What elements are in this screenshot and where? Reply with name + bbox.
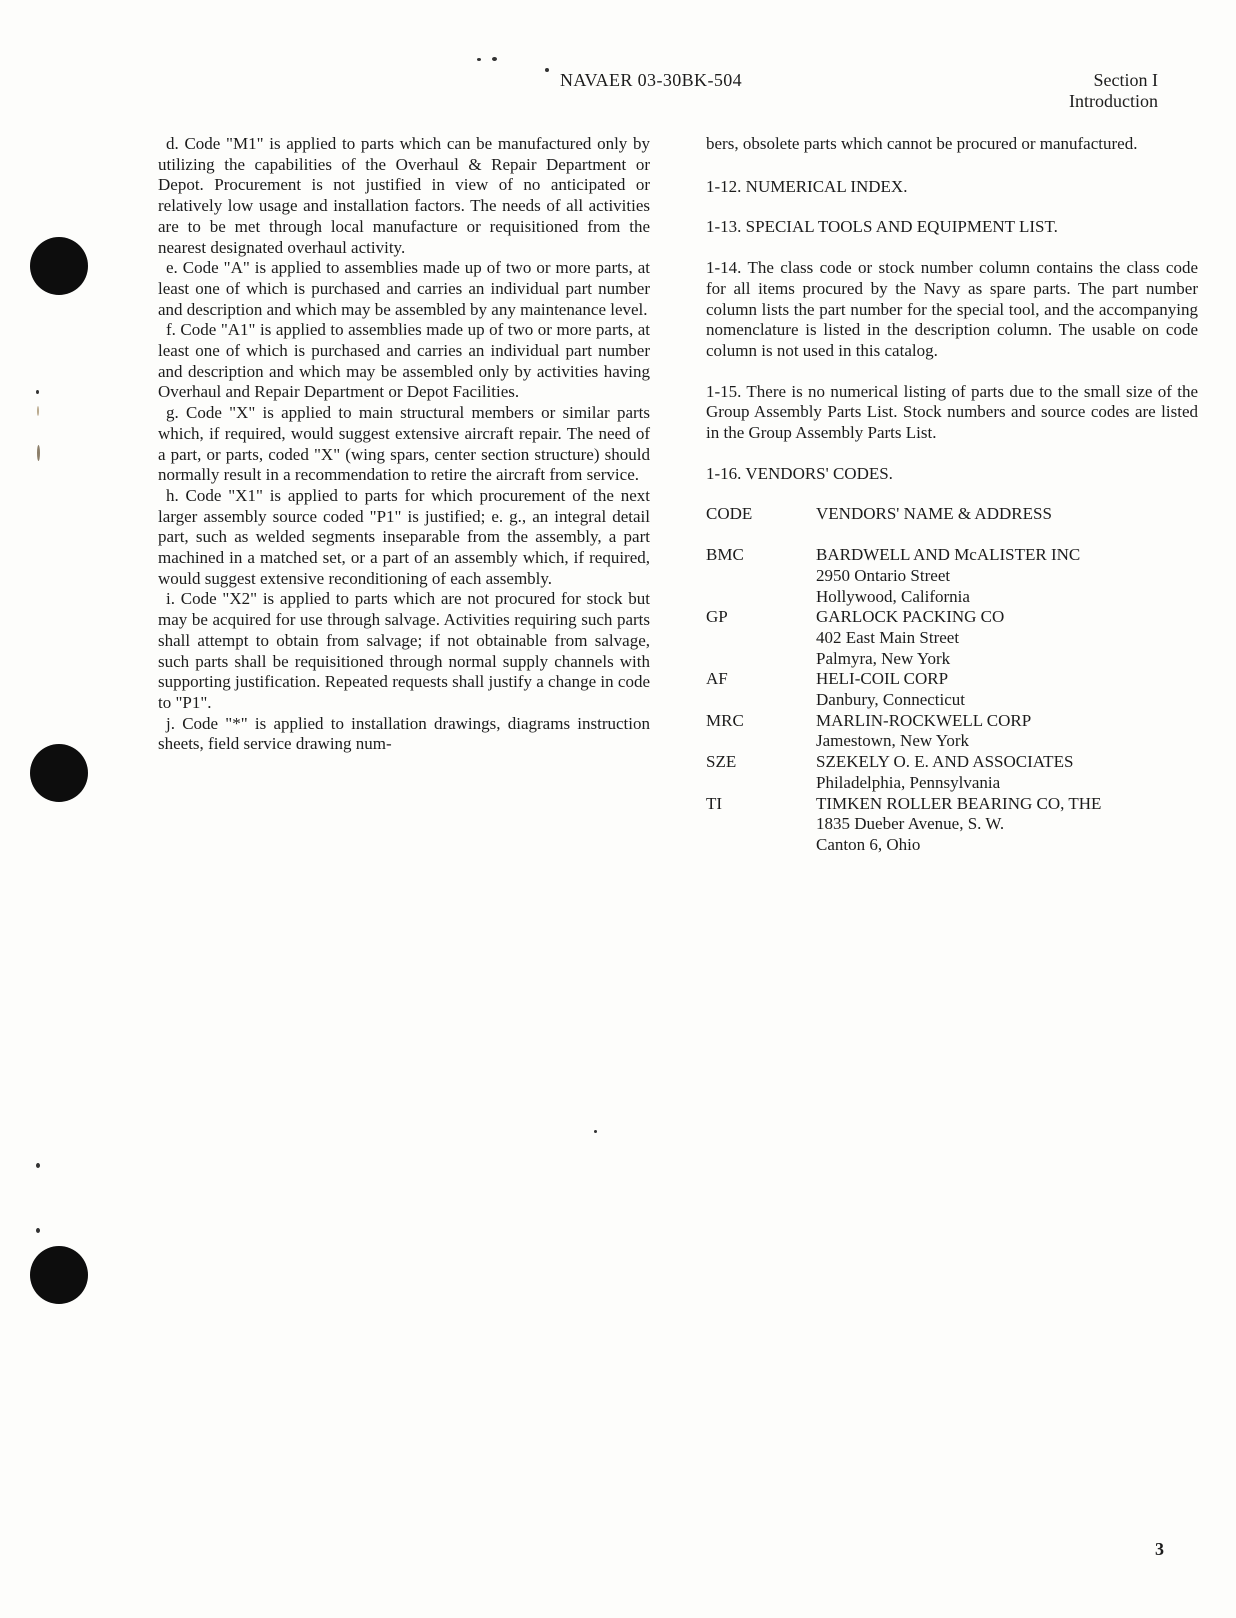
vendor-name: HELI-COIL CORP (816, 669, 949, 689)
source-code-item-g: g. Code "X" is applied to main structural members or similar parts which, if required, would suggest extensive aircraft repair. The need of a part, or parts, coded "X" (wing spars, center section structure) should normally result in a recommendation to retire the aircraft from service. (158, 403, 650, 485)
vendor-address-line: Philadelphia, Pennsylvania (816, 772, 1001, 792)
scan-speck (492, 57, 497, 61)
vendor-address-line: 1835 Dueber Avenue, S. W. (816, 814, 1005, 834)
section-title: Introduction (1069, 91, 1158, 111)
scan-speck (594, 1130, 597, 1133)
column-header-vendor-name: VENDORS' NAME & ADDRESS (816, 504, 1052, 524)
vendor-address-line: Palmyra, New York (816, 648, 951, 668)
right-column (706, 134, 1198, 856)
scan-speck (37, 445, 40, 461)
scan-speck (477, 58, 481, 61)
heading-vendors-codes: 1-16. VENDORS' CODES. (706, 463, 893, 483)
scan-speck (36, 390, 39, 394)
scan-speck (37, 406, 39, 416)
heading-numerical-index: 1-12. NUMERICAL INDEX. (706, 176, 908, 196)
source-code-item-i: i. Code "X2" is applied to parts which are not procured for stock but may be acquired for use through salvage. Activities requiring such parts shall attempt to obtain from salvage; if not obtainable from salvage, such parts shall be requisitioned through normal supply channels with supporting justification. Repeated requests shall justify a change in code to "P1". (158, 589, 650, 712)
vendor-details (816, 711, 1198, 752)
source-code-item-h: h. Code "X1" is applied to parts for which procurement of the next larger assembly source coded "P1" is justified; e. g., an integral detail part, such as welded segments inseparable from the assembly, a part machined in a matched set, or a part of an assembly which, if required, would suggest extensive reconditioning of each assembly. (158, 485, 650, 588)
vendor-address-line: 402 East Main Street (816, 627, 960, 647)
vendor-row (706, 669, 1198, 710)
heading-special-tools: 1-13. SPECIAL TOOLS AND EQUIPMENT LIST. (706, 217, 1058, 237)
vendor-name: GARLOCK PACKING CO (816, 607, 1005, 627)
vendor-code: MRC (706, 710, 744, 730)
vendors-table (706, 504, 1198, 855)
vendor-address-line: Hollywood, California (816, 586, 970, 606)
vendor-address-line: 2950 Ontario Street (816, 565, 951, 585)
vendor-address-line: Canton 6, Ohio (816, 834, 921, 854)
page-number: 3 (1155, 1539, 1164, 1559)
vendor-address-line: Jamestown, New York (816, 731, 969, 751)
section-header (1069, 70, 1158, 112)
section-label: Section I (1093, 70, 1158, 90)
vendor-code: GP (706, 607, 728, 627)
paragraph-1-14: 1-14. The class code or stock number column contains the class code for all items procured by the Navy as spare parts. The part number column lists the part number for the special tool, and the accompanying nomenclature is listed in the description column. The usable on code column is not used in this catalog. (706, 258, 1198, 360)
document-number: NAVAER 03-30BK-504 (560, 70, 743, 90)
vendor-name: MARLIN-ROCKWELL CORP (816, 710, 1032, 730)
vendor-address-line: Danbury, Connecticut (816, 690, 966, 710)
paragraph-1-15: 1-15. There is no numerical listing of parts due to the small size of the Group Assembly Parts List. Stock numbers and source codes are listed in the Group Assembly Parts List. (706, 381, 1198, 443)
vendor-details (816, 607, 1198, 669)
vendor-details (816, 752, 1198, 793)
binder-hole-middle (30, 744, 88, 802)
scan-speck (36, 1163, 40, 1168)
scan-speck (545, 68, 549, 72)
source-code-item-d: d. Code "M1" is applied to parts which can be manufactured only by utilizing the capabilities of the Overhaul & Repair Department or Depot. Procurement is not justified in view of no anticipated or relatively low usage and installation factors. The needs of all activities are to be met through local manufacture or requisitioned from the nearest designated overhaul activity. (158, 134, 650, 257)
vendor-code: BMC (706, 545, 744, 565)
vendor-details (816, 794, 1198, 856)
vendors-table-header (706, 504, 1198, 525)
source-code-item-f: f. Code "A1" is applied to assemblies made up of two or more parts, at least one of which is purchased and carries an individual part number and description and which may be assembled only by activities having Overhaul and Repair Department or Depot Facilities. (158, 320, 650, 402)
vendor-details (816, 669, 1198, 710)
vendor-row (706, 752, 1198, 793)
vendor-row (706, 794, 1198, 856)
left-column (158, 134, 650, 755)
item-j-continuation: bers, obsolete parts which cannot be procured or manufactured. (706, 134, 1138, 153)
vendor-name: BARDWELL AND McALISTER INC (816, 545, 1081, 565)
vendor-row (706, 607, 1198, 669)
vendor-details (816, 545, 1198, 607)
vendor-code: TI (706, 793, 723, 813)
binder-hole-top (30, 237, 88, 295)
column-header-code: CODE (706, 504, 753, 524)
vendor-row (706, 545, 1198, 607)
source-code-item-e: e. Code "A" is applied to assemblies made up of two or more parts, at least one of which is purchased and carries an individual part number and description and which may be assembled by any maintenance level. (158, 258, 650, 319)
binder-hole-bottom (30, 1246, 88, 1304)
vendor-name: SZEKELY O. E. AND ASSOCIATES (816, 752, 1074, 772)
vendor-code: SZE (706, 752, 737, 772)
source-code-item-j: j. Code "*" is applied to installation drawings, diagrams instruction sheets, field service drawing num- (158, 713, 650, 754)
vendor-name: TIMKEN ROLLER BEARING CO, THE (816, 793, 1102, 813)
vendor-code: AF (706, 669, 728, 689)
scan-speck (36, 1228, 40, 1233)
vendor-row (706, 711, 1198, 752)
